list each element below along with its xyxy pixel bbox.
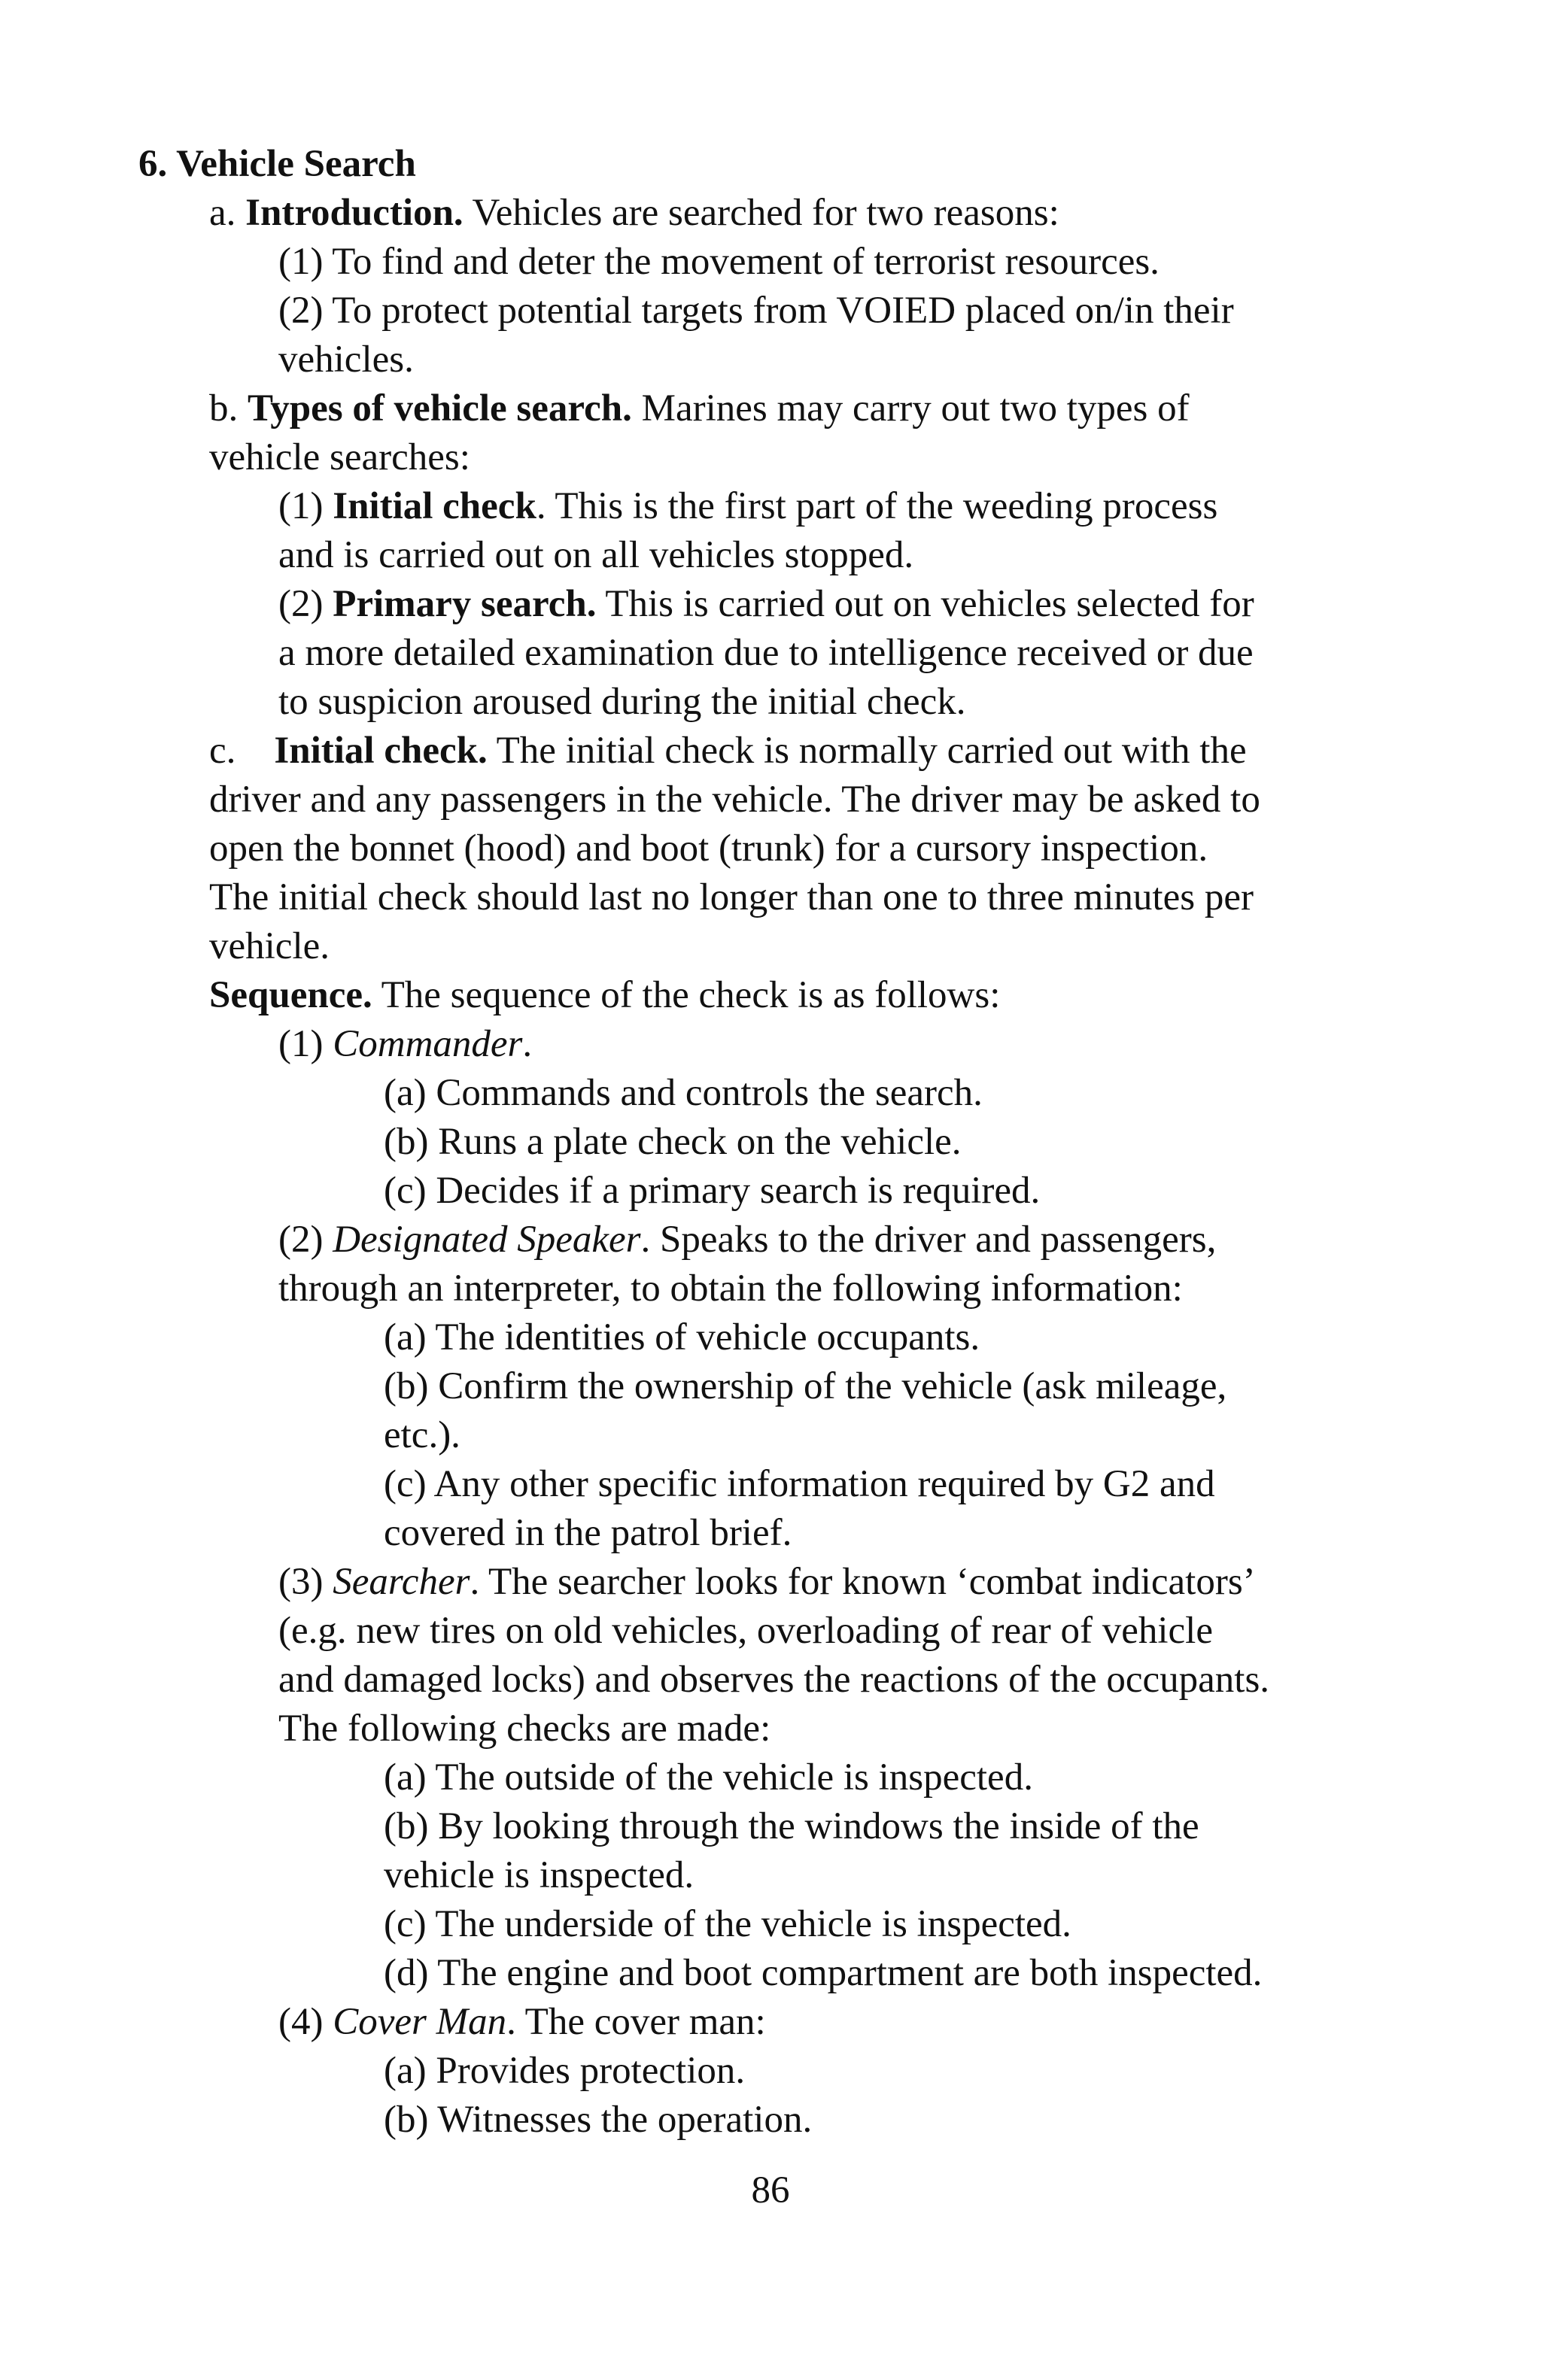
initial-check-line-3: open the bonnet (hood) and boot (trunk) for a cursory inspection. xyxy=(209,827,1208,870)
initial-check-line-4: The initial check should last no longer than one to three minutes per xyxy=(209,876,1254,918)
speaker-after: . Speaks to the driver and passengers, xyxy=(640,1219,1217,1261)
intro-text: Vehicles are searched for two reasons: xyxy=(463,192,1059,234)
commander-role: Commander xyxy=(333,1023,523,1065)
section-heading: 6. Vehicle Search xyxy=(138,143,416,185)
speaker-sub-b-line-2: etc.). xyxy=(384,1414,460,1456)
cover-man-sub-a: (a) Provides protection. xyxy=(384,2050,746,2092)
cover-man-number: (4) xyxy=(278,2001,333,2043)
speaker-role: Designated Speaker xyxy=(333,1219,641,1261)
searcher-sub-b-line-1: (b) By looking through the windows the inside of the xyxy=(384,1805,1199,1847)
types-marker: b. xyxy=(209,387,239,430)
sequence-paragraph xyxy=(209,971,1000,1019)
types-item-1-text: . This is the first part of the weeding process xyxy=(536,485,1218,527)
cover-man-sub-b: (b) Witnesses the operation. xyxy=(384,2099,813,2141)
speaker-item xyxy=(278,1216,1216,1264)
commander-after: . xyxy=(522,1023,533,1065)
cover-man-item xyxy=(278,1998,766,2046)
page-number: 86 xyxy=(751,2169,790,2212)
cover-man-after: . The cover man: xyxy=(506,2001,766,2043)
intro-item-1: (1) To find and deter the movement of terrorist resources. xyxy=(278,241,1160,283)
types-text-line-2: vehicle searches: xyxy=(209,436,470,478)
searcher-line-2: (e.g. new tires on old vehicles, overloading of rear of vehicle xyxy=(278,1610,1213,1652)
types-item-2-line-2: a more detailed examination due to intelligence received or due xyxy=(278,632,1254,674)
intro-item-2-line-1: (2) To protect potential targets from VOIED placed on/in their xyxy=(278,290,1234,332)
searcher-sub-a: (a) The outside of the vehicle is inspected. xyxy=(384,1756,1033,1799)
speaker-sub-c-line-1: (c) Any other specific information required by G2 and xyxy=(384,1463,1215,1505)
intro-title: Introduction. xyxy=(245,192,464,234)
initial-check-line-5: vehicle. xyxy=(209,925,330,967)
types-item-1-title: Initial check xyxy=(333,485,536,527)
types-paragraph xyxy=(209,384,1190,433)
speaker-sub-a: (a) The identities of vehicle occupants. xyxy=(384,1316,980,1358)
initial-check-text: The initial check is normally carried out with the xyxy=(487,730,1247,772)
intro-marker: a. xyxy=(209,192,236,234)
types-item-1 xyxy=(278,482,1217,530)
types-item-2-line-3: to suspicion aroused during the initial check. xyxy=(278,681,966,723)
cover-man-role: Cover Man xyxy=(333,2001,507,2043)
speaker-sub-b-line-1: (b) Confirm the ownership of the vehicle (ask mileage, xyxy=(384,1365,1227,1407)
types-item-2-number: (2) xyxy=(278,583,333,625)
types-item-2-title: Primary search. xyxy=(333,583,597,625)
commander-item xyxy=(278,1020,532,1068)
intro-item-2-line-2: vehicles. xyxy=(278,338,414,381)
searcher-item xyxy=(278,1558,1256,1606)
searcher-line-4: The following checks are made: xyxy=(278,1708,771,1750)
searcher-role: Searcher xyxy=(333,1561,470,1603)
sequence-title: Sequence. xyxy=(209,974,372,1016)
initial-check-line-2: driver and any passengers in the vehicle. The driver may be asked to xyxy=(209,779,1260,821)
searcher-number: (3) xyxy=(278,1561,333,1603)
types-item-2-text: This is carried out on vehicles selected for xyxy=(596,583,1254,625)
sequence-text: The sequence of the check is as follows: xyxy=(372,974,1001,1016)
searcher-sub-b-line-2: vehicle is inspected. xyxy=(384,1854,695,1896)
initial-check-paragraph xyxy=(209,727,1247,775)
commander-number: (1) xyxy=(278,1023,333,1065)
commander-sub-a: (a) Commands and controls the search. xyxy=(384,1072,983,1114)
types-item-1-line-2: and is carried out on all vehicles stopped. xyxy=(278,534,914,576)
speaker-line-2: through an interpreter, to obtain the following information: xyxy=(278,1267,1183,1310)
intro-paragraph xyxy=(209,189,1059,237)
searcher-sub-c: (c) The underside of the vehicle is inspected. xyxy=(384,1903,1071,1945)
commander-sub-b: (b) Runs a plate check on the vehicle. xyxy=(384,1121,962,1163)
searcher-after: . The searcher looks for known ‘combat indicators’ xyxy=(470,1561,1256,1603)
commander-sub-c: (c) Decides if a primary search is required. xyxy=(384,1170,1041,1212)
speaker-sub-c-line-2: covered in the patrol brief. xyxy=(384,1512,792,1554)
types-item-2 xyxy=(278,580,1254,628)
types-text: Marines may carry out two types of xyxy=(631,387,1190,430)
types-title: Types of vehicle search. xyxy=(248,387,632,430)
speaker-number: (2) xyxy=(278,1219,333,1261)
initial-check-title: Initial check. xyxy=(274,730,488,772)
searcher-sub-d: (d) The engine and boot compartment are both inspected. xyxy=(384,1952,1263,1994)
searcher-line-3: and damaged locks) and observes the reactions of the occupants. xyxy=(278,1659,1270,1701)
types-item-1-number: (1) xyxy=(278,485,333,527)
initial-check-marker: c. xyxy=(209,730,275,772)
